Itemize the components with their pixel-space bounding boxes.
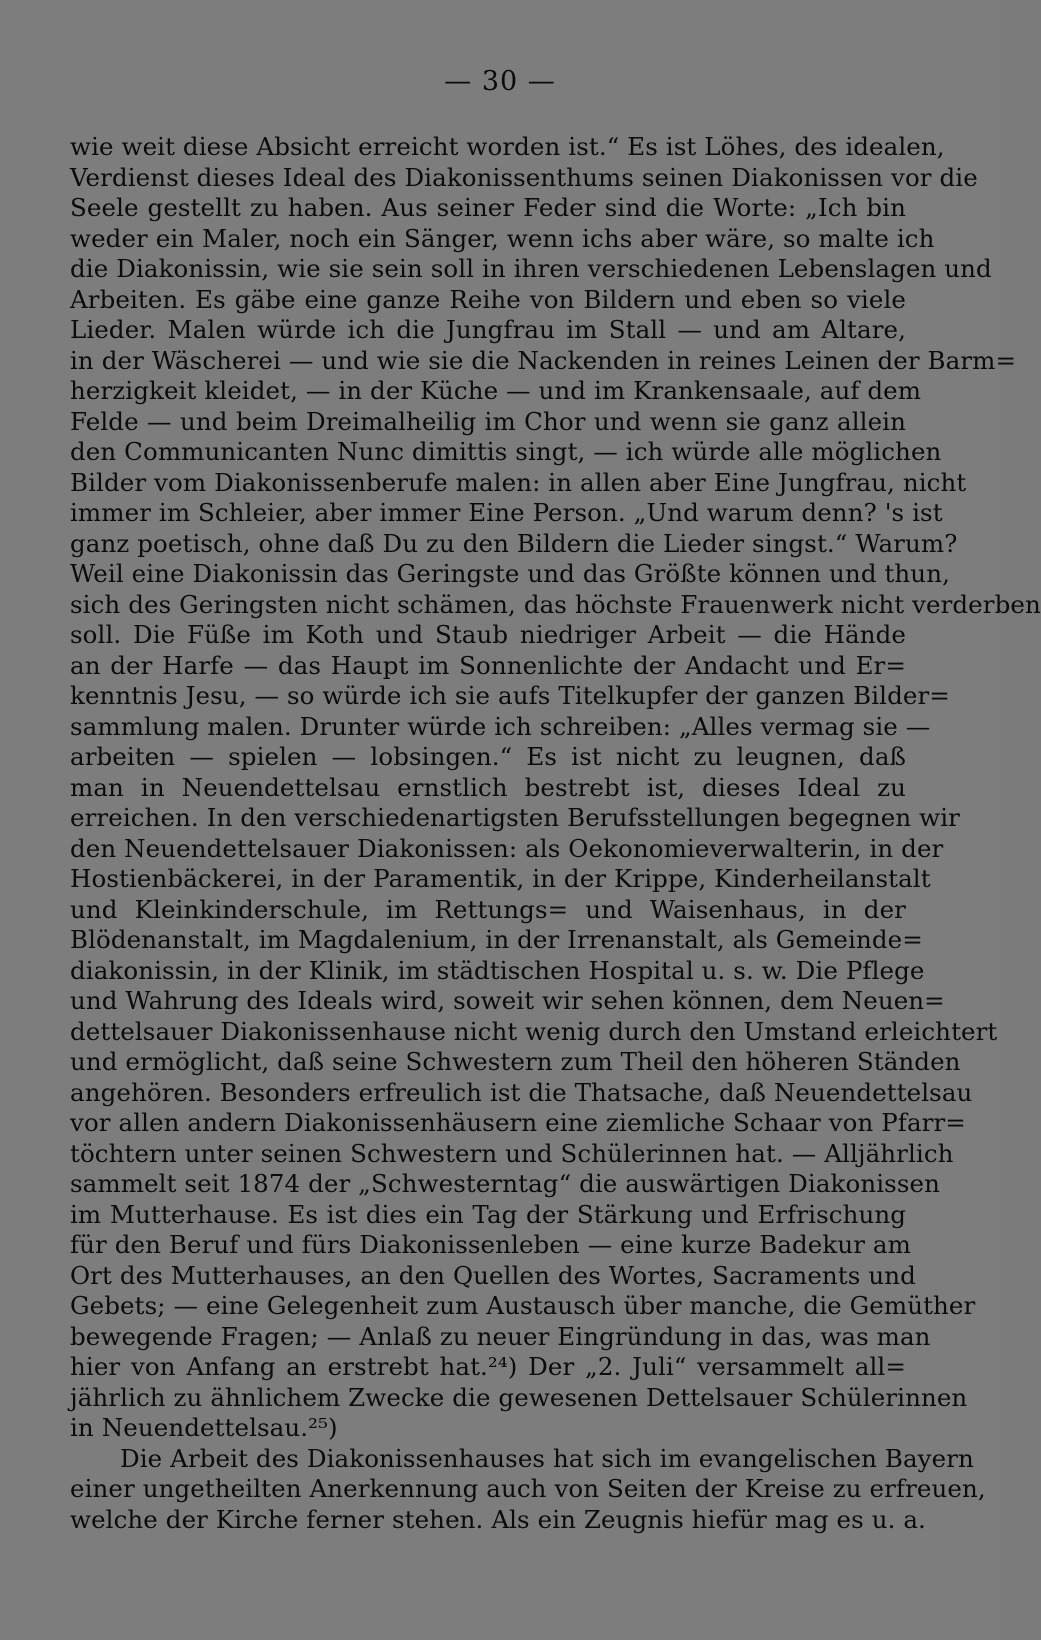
text-line: in der Wäscherei — und wie sie die Nackenden in reines Leinen der Barm= <box>70 345 1017 375</box>
text-line: Blödenanstalt, im Magdalenium, in der Irrenanstalt, als Gemeinde= <box>70 925 923 954</box>
text-line: Gebets; — eine Gelegenheit zum Austausch über manche, die Gemüther <box>70 1291 976 1320</box>
text-line: Lieder. Malen würde ich die Jungfrau im Stall — und am Altare, <box>70 315 906 344</box>
text-line: Ort des Mutterhauses, an den Quellen des Wortes, Sacraments und <box>70 1260 916 1290</box>
text-line: soll. Die Füße im Koth und Staub niedriger Arbeit — die Hände <box>70 620 906 649</box>
text-line: vor allen andern Diakonissenhäusern eine ziemliche Schaar von Pfarr= <box>70 1108 966 1137</box>
text-line: diakonissin, in der Klinik, im städtischen Hospital u. s. w. Die Pflege <box>70 955 925 985</box>
text-line: Weil eine Diakonissin das Geringste und das Größte können und thun, <box>70 559 950 588</box>
text-line: weder ein Maler, noch ein Sänger, wenn ichs aber wäre, so malte ich <box>70 223 935 253</box>
text-line: arbeiten — spielen — lobsingen.“ Es ist nicht zu leugnen, daß <box>70 742 906 771</box>
text-line: bewegende Fragen; — Anlaß zu neuer Eingründung in das, was man <box>70 1321 931 1351</box>
text-line: hier von Anfang an erstrebt hat.²⁴) Der „2. Juli“ versammelt all= <box>70 1352 906 1381</box>
text-line: und ermöglicht, daß seine Schwestern zum Theil den höheren Ständen <box>70 1047 961 1076</box>
text-line: immer im Schleier, aber immer Eine Person. „Und warum denn? 's ist <box>70 498 943 527</box>
text-line: und Kleinkinderschule, im Rettungs= und Waisenhaus, in der <box>70 894 906 924</box>
text-line: für den Beruf und fürs Diakonissenleben — eine kurze Badekur am <box>70 1230 911 1259</box>
text-line: und Wahrung des Ideals wird, soweit wir sehen können, dem Neuen= <box>70 986 945 1015</box>
text-line: Bilder vom Diakonissenberufe malen: in allen aber Eine Jungfrau, nicht <box>70 467 967 497</box>
text-line: Felde — und beim Dreimalheilig im Chor und wenn sie ganz allein <box>70 406 906 436</box>
text-line: Verdienst dieses Ideal des Diakonissenthums seinen Diakonissen vor die <box>70 162 978 192</box>
text-line: Hostienbäckerei, in der Paramentik, in der Krippe, Kinderheilanstalt <box>70 864 931 893</box>
text-line: dettelsauer Diakonissenhause nicht wenig durch den Umstand erleichtert <box>70 1016 998 1046</box>
text-line: herzigkeit kleidet, — in der Küche — und im Krankensaale, auf dem <box>70 376 922 405</box>
text-line: sammlung malen. Drunter würde ich schreiben: „Alles vermag sie — <box>70 711 931 741</box>
text-line: man in Neuendettelsau ernstlich bestrebt ist, dieses Ideal zu <box>70 772 906 802</box>
text-line: sich des Geringsten nicht schämen, das höchste Frauenwerk nicht verderben <box>70 589 1041 619</box>
text-line: im Mutterhause. Es ist dies ein Tag der Stärkung und Erfrischung <box>70 1199 906 1229</box>
text-line: welche der Kirche ferner stehen. Als ein Zeugnis hiefür mag es u. a. <box>70 1504 926 1534</box>
text-line: töchtern unter seinen Schwestern und Schülerinnen hat. — Alljährlich <box>70 1138 954 1168</box>
text-line: einer ungetheilten Anerkennung auch von Seiten der Kreise zu erfreuen, <box>70 1474 986 1503</box>
text-line: ganz poetisch, ohne daß Du zu den Bildern die Lieder singst.“ Warum? <box>70 528 958 558</box>
text-line: den Neuendettelsauer Diakonissen: als Oekonomieverwalterin, in der <box>70 833 944 863</box>
paragraph-start-line: Die Arbeit des Diakonissenhauses hat sich im evangelischen Bayern <box>120 1443 974 1473</box>
text-line: wie weit diese Absicht erreicht worden ist.“ Es ist Löhes, des idealen, <box>70 132 945 161</box>
body-text <box>70 132 1041 1535</box>
text-line: den Communicanten Nunc dimittis singt, — ich würde alle möglichen <box>70 437 942 466</box>
text-line: jährlich zu ähnlichem Zwecke die gewesenen Dettelsauer Schülerinnen <box>70 1382 968 1412</box>
text-line: an der Harfe — das Haupt im Sonnenlichte der Andacht und Er= <box>70 650 906 680</box>
paragraph-end-line: in Neuendettelsau.²⁵) <box>70 1413 338 1442</box>
page-number: — 30 — <box>444 66 556 97</box>
text-line: Arbeiten. Es gäbe eine ganze Reihe von Bildern und eben so viele <box>70 284 906 314</box>
text-line: erreichen. In den verschiedenartigsten Berufsstellungen begegnen wir <box>70 803 960 832</box>
text-line: sammelt seit 1874 der „Schwesterntag“ die auswärtigen Diakonissen <box>70 1169 940 1198</box>
text-line: angehören. Besonders erfreulich ist die Thatsache, daß Neuendettelsau <box>70 1077 973 1107</box>
text-line: Seele gestellt zu haben. Aus seiner Feder sind die Worte: „Ich bin <box>70 193 906 222</box>
text-line: kenntnis Jesu, — so würde ich sie aufs Titelkupfer der ganzen Bilder= <box>70 681 950 710</box>
text-line: die Diakonissin, wie sie sein soll in ihren verschiedenen Lebenslagen und <box>70 254 992 283</box>
